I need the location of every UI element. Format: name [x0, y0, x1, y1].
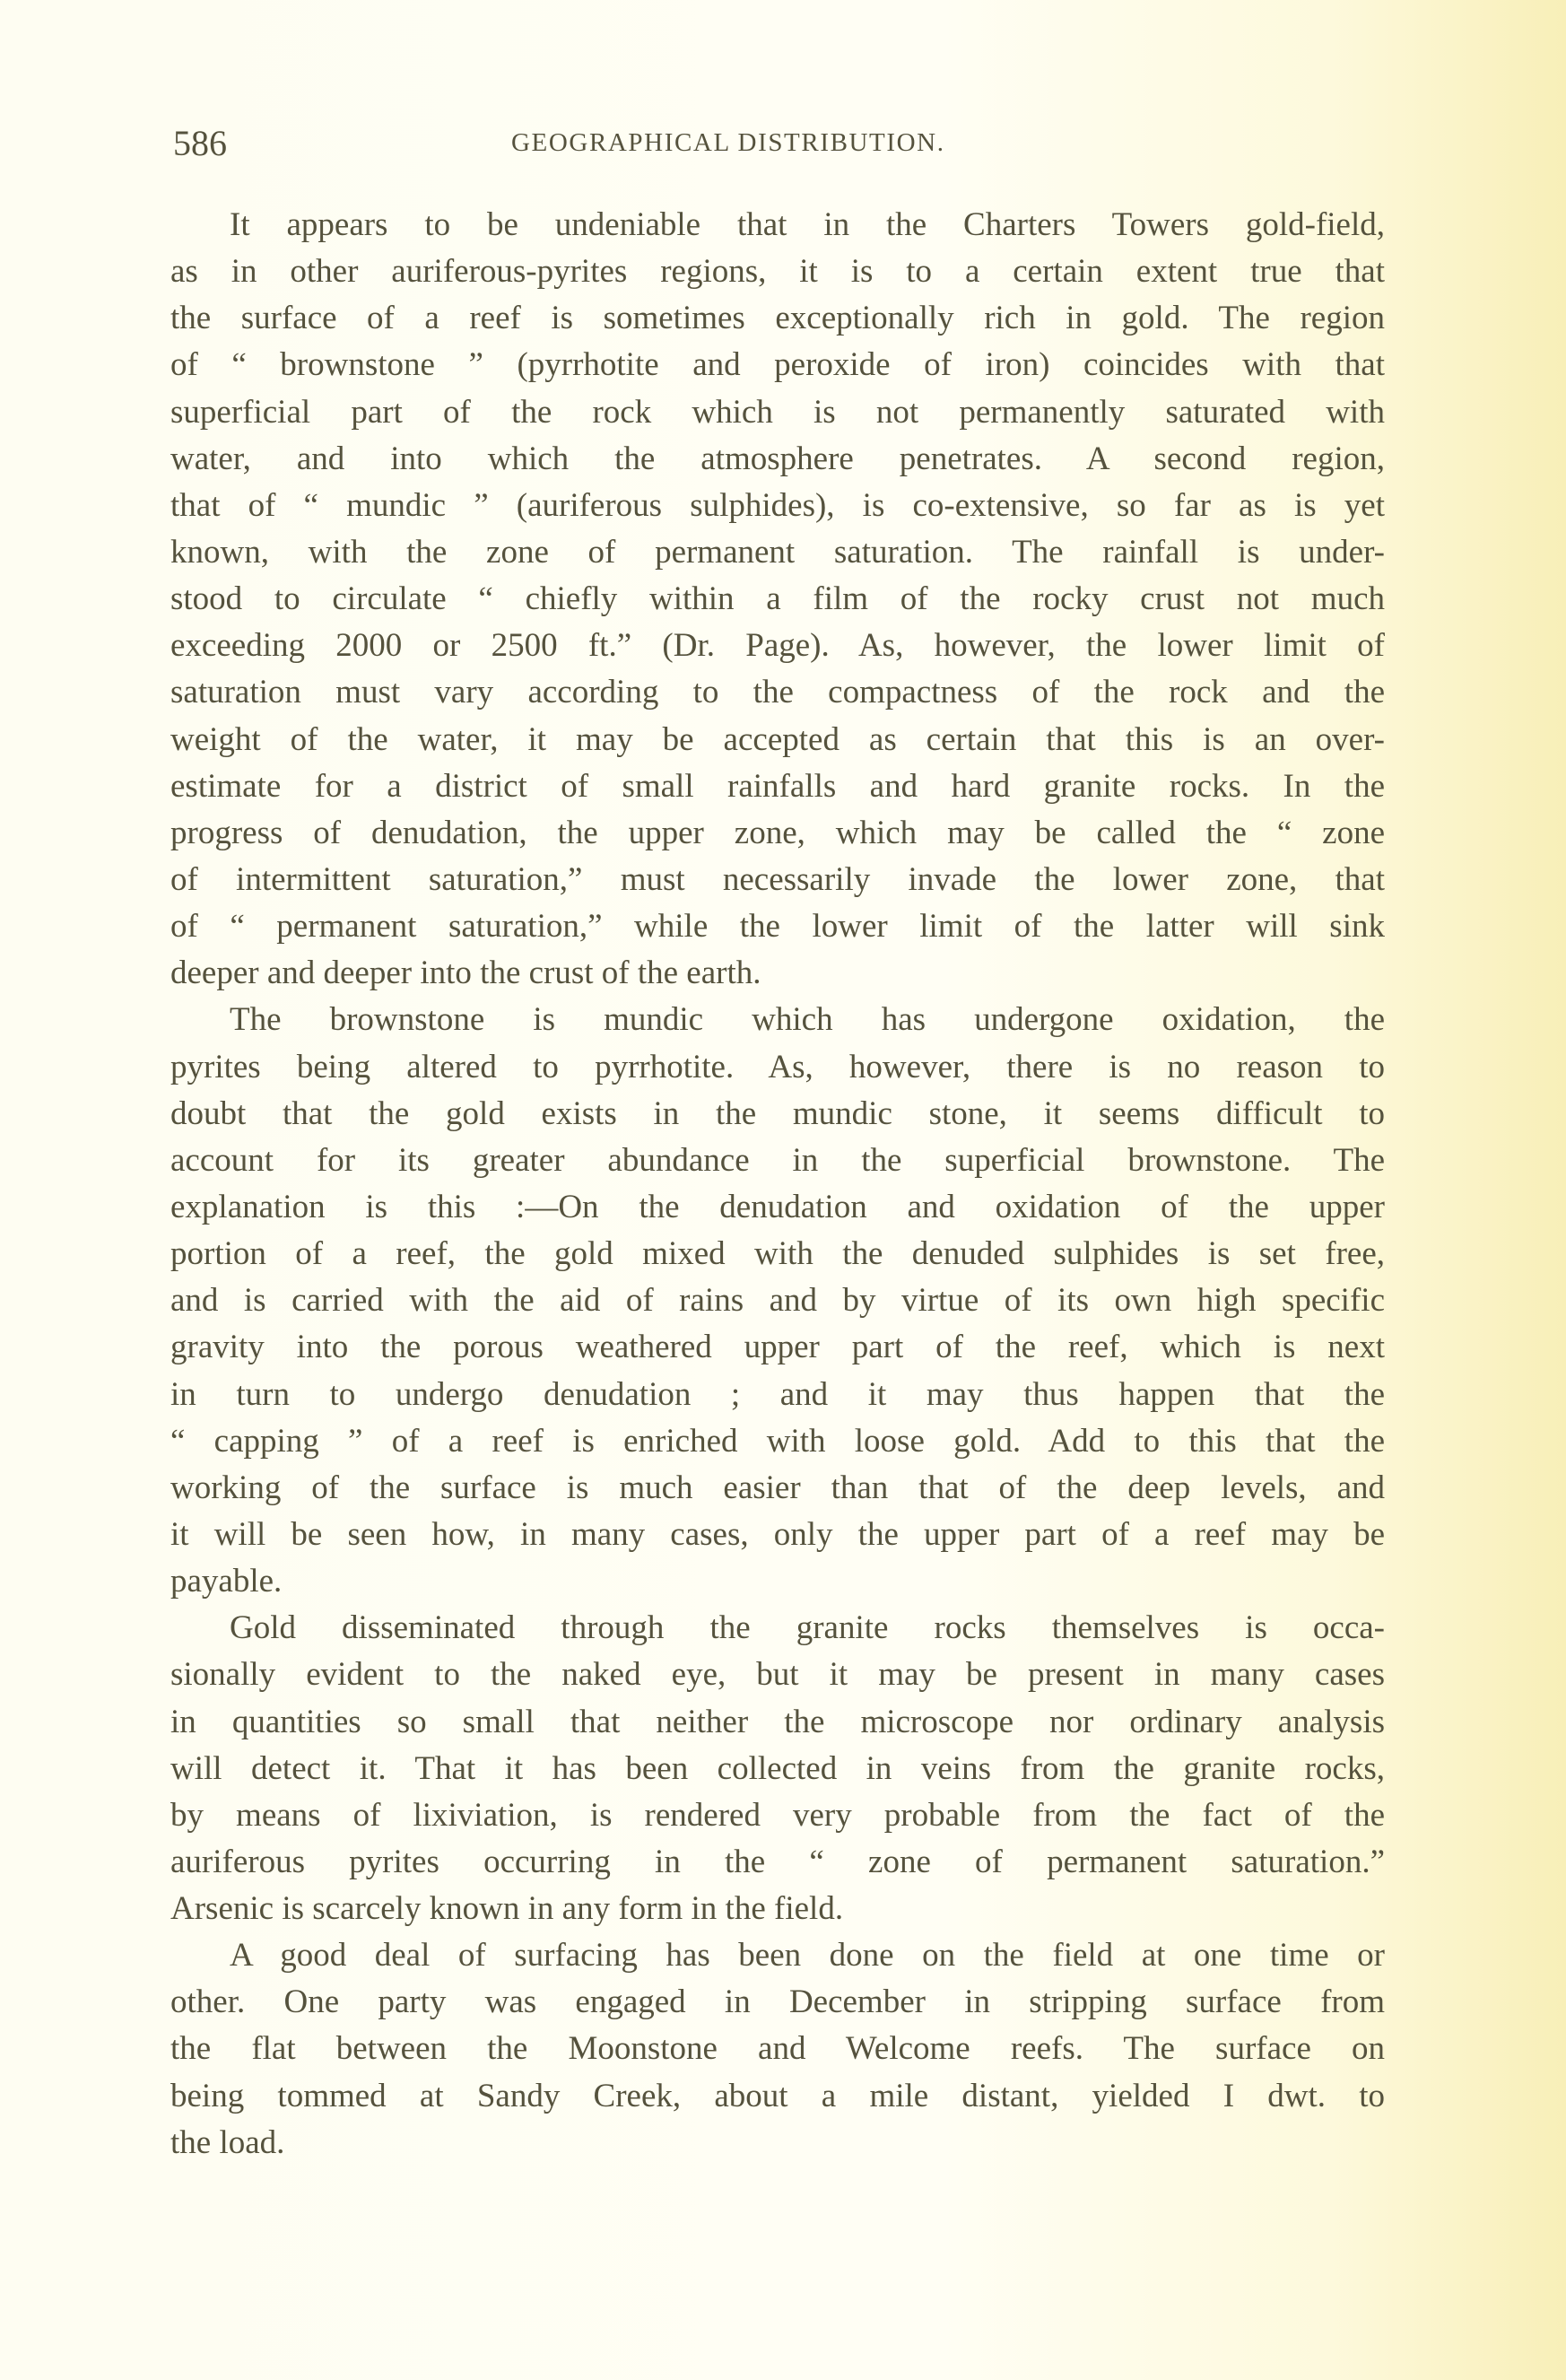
text-line: sionally evident to the naked eye, but it may be present in many cases [170, 1656, 1385, 1694]
body-text [170, 202, 1385, 2166]
text-line: saturation must vary according to the compactness of the rock and the [170, 674, 1385, 711]
text-line: estimate for a district of small rainfalls and hard granite rocks. In the [170, 767, 1385, 805]
text-line: It appears to be undeniable that in the Charters Towers gold-field, [230, 206, 1385, 243]
text-line: other. One party was engaged in December in stripping surface from [170, 1983, 1385, 2021]
paragraph [170, 1605, 1385, 1932]
text-line: Arsenic is scarcely known in any form in the field. [170, 1890, 844, 1928]
page-number: 586 [173, 123, 227, 163]
text-line: it will be seen how, in many cases, only the upper part of a reef may be [170, 1515, 1385, 1553]
text-line: will detect it. That it has been collected in veins from the granite rocks, [170, 1749, 1385, 1787]
text-line: progress of denudation, the upper zone, which may be called the “ zone [170, 814, 1385, 851]
text-line: “ capping ” of a reef is enriched with loose gold. Add to this that the [170, 1422, 1385, 1460]
text-line: weight of the water, it may be accepted as certain that this is an over- [170, 720, 1385, 758]
text-line: being tommed at Sandy Creek, about a mile distant, yielded I dwt. to [170, 2077, 1385, 2114]
text-line: doubt that the gold exists in the mundic stone, it seems difficult to [170, 1094, 1385, 1132]
text-line: known, with the zone of permanent saturation. The rainfall is under- [170, 533, 1385, 571]
paragraph [170, 1932, 1385, 2166]
text-line: The brownstone is mundic which has undergone oxidation, the [230, 1001, 1385, 1039]
text-line: that of “ mundic ” (auriferous sulphides), is co-extensive, so far as is yet [170, 486, 1385, 524]
text-line: working of the surface is much easier than that of the deep levels, and [170, 1469, 1385, 1506]
text-line: of intermittent saturation,” must necessarily invade the lower zone, that [170, 860, 1385, 898]
text-line: the load. [170, 2123, 285, 2161]
text-line: the flat between the Moonstone and Welcome reefs. The surface on [170, 2030, 1385, 2068]
text-line: exceeding 2000 or 2500 ft.” (Dr. Page). As, however, the lower limit of [170, 627, 1385, 665]
text-line: and is carried with the aid of rains and by virtue of its own high specific [170, 1282, 1385, 1320]
text-line: the surface of a reef is sometimes exceptionally rich in gold. The region [170, 300, 1385, 337]
text-line: by means of lixiviation, is rendered very probable from the fact of the [170, 1796, 1385, 1834]
text-line: payable. [170, 1563, 283, 1600]
paragraph [170, 202, 1385, 997]
text-line: portion of a reef, the gold mixed with the denuded sulphides is set free, [170, 1235, 1385, 1273]
text-line: Gold disseminated through the granite rocks themselves is occa- [230, 1609, 1385, 1647]
text-line: A good deal of surfacing has been done on the field at one time or [230, 1937, 1385, 1975]
text-line: superficial part of the rock which is not permanently saturated with [170, 393, 1385, 431]
text-line: pyrites being altered to pyrrhotite. As, however, there is no reason to [170, 1048, 1385, 1085]
text-line: of “ permanent saturation,” while the lower limit of the latter will sink [170, 908, 1385, 946]
text-line: water, and into which the atmosphere penetrates. A second region, [170, 440, 1385, 477]
text-line: of “ brownstone ” (pyrrhotite and peroxide of iron) coincides with that [170, 346, 1385, 384]
text-line: in turn to undergo denudation ; and it may thus happen that the [170, 1375, 1385, 1413]
text-line: deeper and deeper into the crust of the earth. [170, 955, 761, 992]
text-line: in quantities so small that neither the microscope nor ordinary analysis [170, 1703, 1385, 1740]
text-line: auriferous pyrites occurring in the “ zone of permanent saturation.” [170, 1843, 1385, 1880]
running-head: GEOGRAPHICAL DISTRIBUTION. [511, 128, 945, 157]
text-line: account for its greater abundance in the superficial brownstone. The [170, 1141, 1385, 1179]
text-line: as in other auriferous-pyrites regions, it is to a certain extent true that [170, 253, 1385, 291]
paragraph [170, 997, 1385, 1605]
text-line: gravity into the porous weathered upper part of the reef, which is next [170, 1329, 1385, 1366]
text-line: explanation is this :—On the denudation and oxidation of the upper [170, 1188, 1385, 1225]
text-line: stood to circulate “ chiefly within a film of the rocky crust not much [170, 580, 1385, 618]
